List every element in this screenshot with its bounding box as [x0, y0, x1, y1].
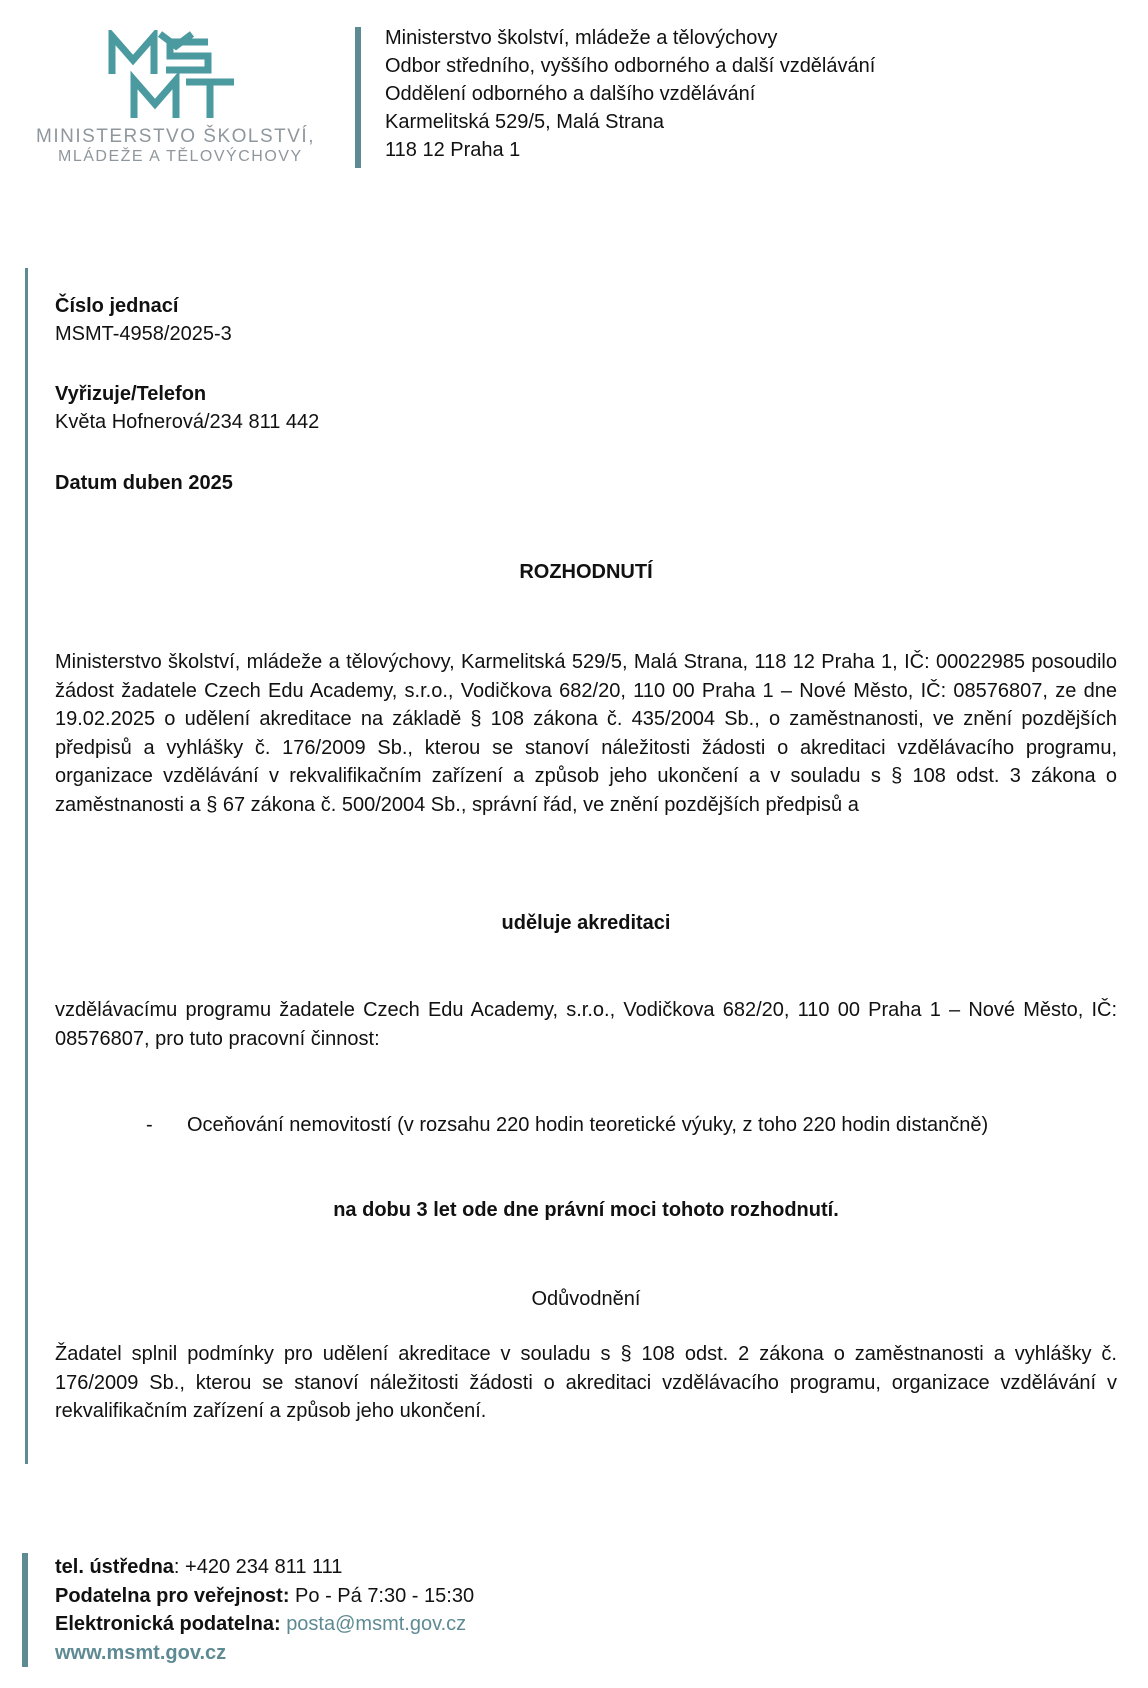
- footer: [55, 1553, 474, 1667]
- grant-heading: uděluje akreditaci: [501, 912, 671, 934]
- footer-phone-value: : +420 234 811 111: [173, 1556, 343, 1578]
- bullet-marker: -: [146, 1114, 153, 1136]
- footer-phone: [55, 1553, 474, 1582]
- justification-heading: Odůvodnění: [531, 1288, 641, 1310]
- website-link[interactable]: www.msmt.gov.cz: [55, 1641, 227, 1664]
- ref-value: MSMT-4958/2025-3: [55, 323, 232, 345]
- justification-paragraph: Žadatel splnil podmínky pro udělení akreditace v souladu s § 108 odst. 2 zákona o zaměstnanosti a vyhlášky č. 176/2009 Sb., kterou se stanoví náležitosti žádosti o akreditaci vzdělávacího programu, organizace vzdělávání v rekvalifikačním zařízení a způsob jeho ukončení.: [55, 1343, 1117, 1422]
- document-date: Datum duben 2025: [55, 472, 233, 494]
- contact-label: Vyřizuje/Telefon: [55, 383, 207, 405]
- header-line: Odbor středního, vyššího odborného a další vzdělávání: [385, 55, 876, 77]
- logo-text-line1: MINISTERSTVO ŠKOLSTVÍ,: [36, 126, 315, 147]
- decision-title: ROZHODNUTÍ: [519, 561, 653, 583]
- bullet-item: Oceňování nemovitostí (v rozsahu 220 hodin teoretické výuky, z toho 220 hodin distančně): [187, 1114, 989, 1136]
- ministry-logo: [30, 30, 330, 170]
- header-divider: [355, 27, 361, 168]
- footer-website: [55, 1639, 474, 1668]
- logo-text-line2: MLÁDEŽE A TĚLOVÝCHOVY: [58, 148, 303, 165]
- contact-value: Květa Hofnerová/234 811 442: [55, 411, 320, 433]
- footer-office-value: Po - Pá 7:30 - 15:30: [289, 1584, 475, 1607]
- footer-phone-label: tel. ústředna: [55, 1556, 174, 1578]
- footer-email-label: Elektronická podatelna:: [55, 1613, 281, 1635]
- header-address: [385, 24, 875, 164]
- footer-email: [55, 1610, 474, 1639]
- header-line: Ministerstvo školství, mládeže a tělovýchovy: [385, 27, 778, 49]
- footer-office-label: Podatelna pro veřejnost:: [55, 1584, 290, 1607]
- header-line: Karmelitská 529/5, Malá Strana: [385, 111, 665, 133]
- header-line: 118 12 Praha 1: [385, 139, 521, 161]
- footer-divider: [22, 1553, 28, 1667]
- email-link[interactable]: posta@msmt.gov.cz: [286, 1613, 467, 1635]
- grant-paragraph: vzdělávacímu programu žadatele Czech Edu Academy, s.r.o., Vodičkova 682/20, 110 00 Praha 1 – Nové Město, IČ: 08576807, pro tuto pracovní činnost:: [55, 999, 1117, 1050]
- body-divider: [25, 268, 28, 1464]
- header-line: Oddělení odborného a dalšího vzdělávání: [385, 83, 756, 105]
- ref-label: Číslo jednací: [55, 295, 179, 317]
- intro-paragraph: Ministerstvo školství, mládeže a tělovýchovy, Karmelitská 529/5, Malá Strana, 118 12 Praha 1, IČ: 00022985 posoudilo žádost žadatele Czech Edu Academy, s.r.o., Vodičkova 682/20, 110 00 Praha 1 – Nové Město, IČ: 08576807, ze dne 19.02.2025 o udělení akreditace na základě § 108 zákona č. 435/2004 Sb., o zaměstnanosti, ve znění pozdějších předpisů a vyhlášky č. 176/2009 Sb., kterou se stanoví náležitosti žádosti o akreditaci vzdělávacího programu, organizace vzdělávání v rekvalifikačním zařízení a způsob jeho ukončení a v souladu s § 108 odst. 3 zákona o zaměstnanosti a § 67 zákona č. 500/2004 Sb., správní řád, ve znění pozdějších předpisů a: [55, 651, 1117, 816]
- msmt-monogram-icon: [30, 30, 290, 126]
- duration-statement: na dobu 3 let ode dne právní moci tohoto rozhodnutí.: [333, 1199, 839, 1221]
- footer-office-hours: [55, 1582, 474, 1611]
